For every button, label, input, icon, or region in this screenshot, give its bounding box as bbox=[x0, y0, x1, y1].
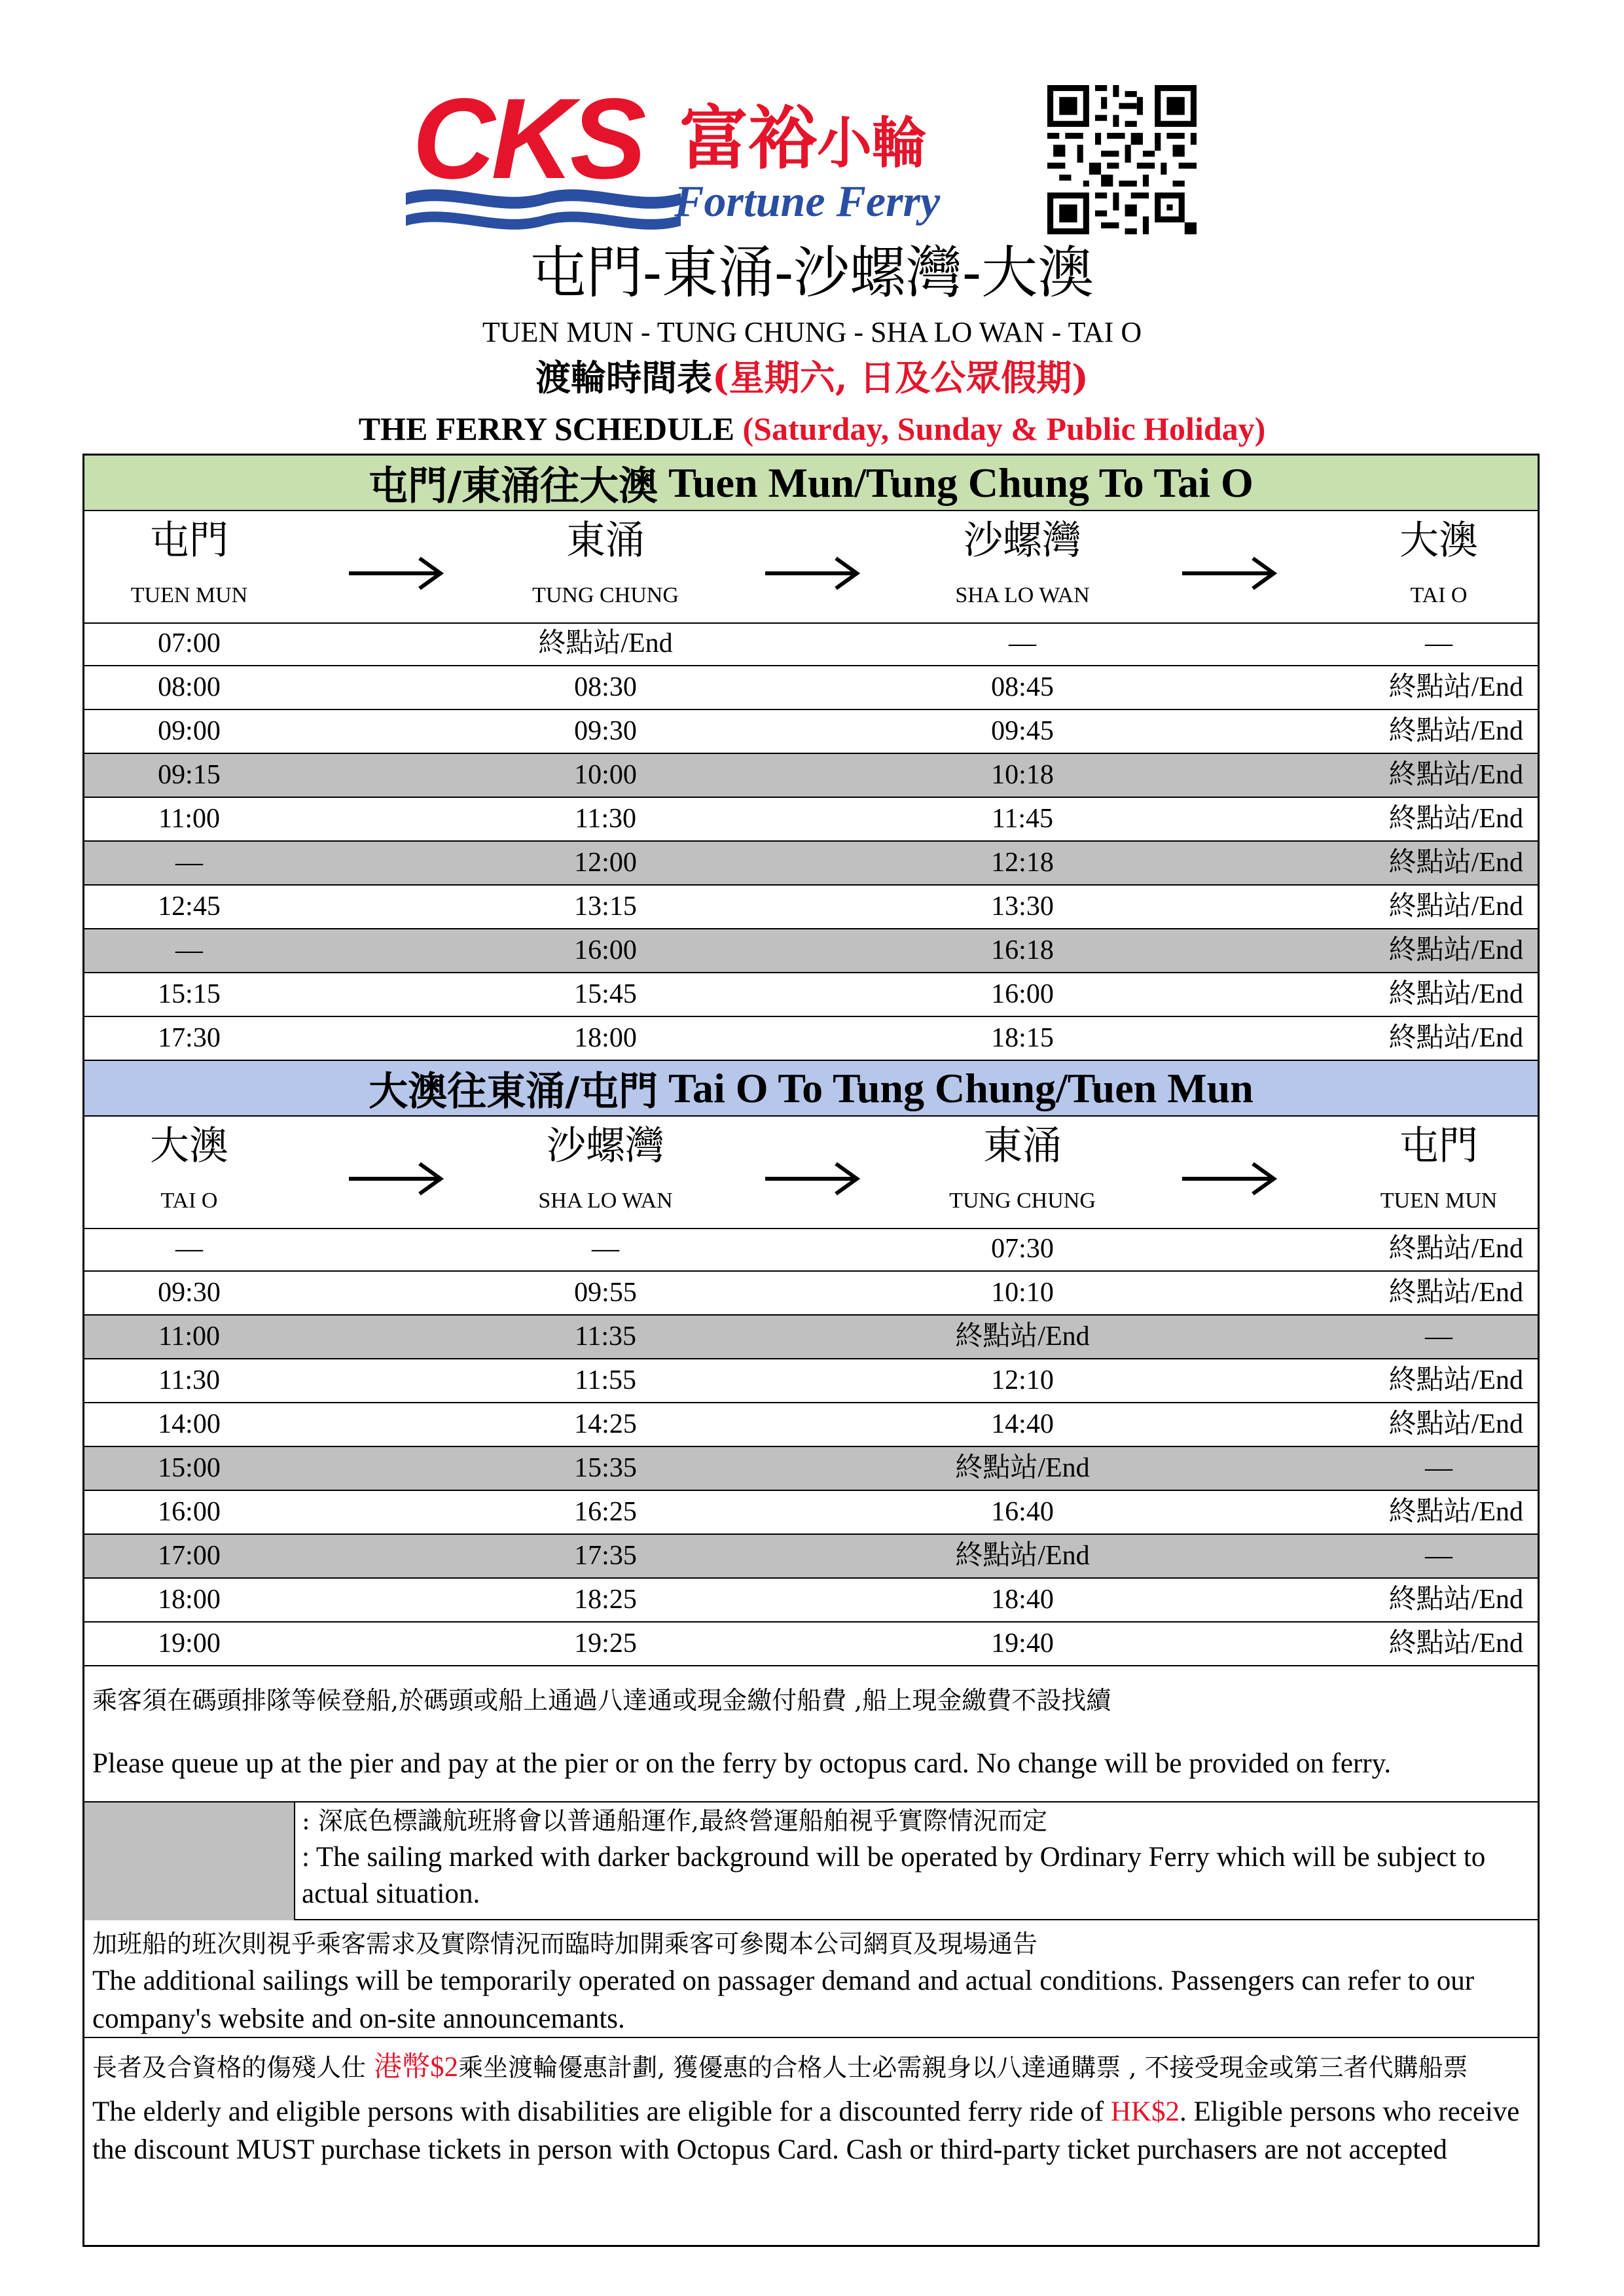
table-row bbox=[84, 1359, 1538, 1403]
time-cell: 10:10 bbox=[991, 1278, 1054, 1308]
table-row bbox=[84, 798, 1538, 842]
time-cell: 09:45 bbox=[991, 716, 1054, 746]
outbound-section-header: 屯門/東涌往大澳 Tuen Mun/Tung Chung To Tai O bbox=[84, 456, 1538, 511]
logo-name-cn: 富裕小輪 bbox=[679, 99, 928, 179]
time-cell: 08:00 bbox=[158, 672, 221, 702]
time-cell: 15:35 bbox=[574, 1453, 637, 1483]
right-arrow-icon bbox=[763, 1156, 861, 1202]
table-row-ordinary-ferry bbox=[84, 1447, 1538, 1491]
legend-note-en: : The sailing marked with darker background will be operated by Ordinary Ferry which will be subject to actual situation. bbox=[302, 1842, 1486, 1909]
time-cell: 19:00 bbox=[158, 1628, 221, 1659]
time-cell: 終點站/End bbox=[538, 628, 673, 658]
table-row bbox=[84, 1579, 1538, 1623]
time-cell: 10:18 bbox=[991, 760, 1054, 790]
time-cell: 11:55 bbox=[574, 1365, 637, 1395]
time-cell: 09:00 bbox=[158, 716, 221, 746]
table-row bbox=[84, 622, 1538, 666]
time-cell: 15:15 bbox=[158, 979, 221, 1009]
legend-note bbox=[84, 1803, 1538, 1920]
stop-name-cn: 東涌 bbox=[566, 518, 645, 564]
time-cell: 09:30 bbox=[158, 1278, 221, 1308]
company-logo bbox=[406, 75, 995, 232]
time-cell: 16:00 bbox=[574, 935, 637, 965]
table-row bbox=[84, 1403, 1538, 1447]
stop-name-en: SHA LO WAN bbox=[955, 583, 1090, 607]
stop-sha-lo-wan bbox=[905, 511, 1140, 622]
table-row bbox=[84, 973, 1538, 1017]
time-cell: 16:00 bbox=[158, 1497, 221, 1527]
stop-name-en: TAI O bbox=[1410, 583, 1468, 607]
stop-sha-lo-wan bbox=[488, 1117, 723, 1228]
time-cell: 09:55 bbox=[574, 1278, 637, 1308]
schedule-title-cn: 渡輪時間表(星期六, 日及公眾假期) bbox=[535, 357, 1089, 399]
outbound-stops-header bbox=[84, 511, 1538, 624]
time-cell: 終點站/End bbox=[1388, 1023, 1523, 1053]
time-cell: 08:45 bbox=[991, 672, 1054, 702]
time-cell: — bbox=[1425, 628, 1453, 658]
stop-name-cn: 沙螺灣 bbox=[964, 518, 1081, 564]
time-cell: 19:40 bbox=[991, 1628, 1054, 1659]
time-cell: 11:30 bbox=[158, 1365, 221, 1395]
qr-code-icon[interactable] bbox=[1047, 85, 1197, 234]
table-row-ordinary-ferry bbox=[84, 929, 1538, 973]
time-cell: 終點站/End bbox=[1388, 1497, 1523, 1527]
additional-note-cn: 加班船的班次則視乎乘客需求及實際情況而臨時加開乘客可參閱本公司網頁及現場通告 bbox=[92, 1929, 1038, 1958]
right-arrow-icon bbox=[346, 550, 444, 596]
time-cell: 14:00 bbox=[158, 1409, 221, 1439]
time-cell: 09:15 bbox=[158, 760, 221, 790]
time-cell: — bbox=[1425, 1321, 1453, 1352]
time-cell: 14:40 bbox=[991, 1409, 1054, 1439]
time-cell: — bbox=[175, 935, 203, 965]
stop-name-cn: 大澳 bbox=[1399, 518, 1478, 564]
outbound-timetable bbox=[84, 622, 1538, 1061]
time-cell: 終點站/End bbox=[1388, 1278, 1523, 1308]
dark-background-legend-swatch bbox=[84, 1803, 295, 1920]
time-cell: 14:25 bbox=[574, 1409, 637, 1439]
time-cell: 終點站/End bbox=[955, 1321, 1090, 1352]
time-cell: 終點站/End bbox=[955, 1453, 1090, 1483]
time-cell: 11:00 bbox=[158, 1321, 221, 1352]
right-arrow-icon bbox=[1180, 1156, 1278, 1202]
time-cell: — bbox=[592, 1234, 619, 1264]
elderly-discount-note bbox=[84, 2038, 1538, 2245]
table-row bbox=[84, 1623, 1538, 1666]
right-arrow-icon bbox=[1180, 550, 1278, 596]
queue-note-en: Please queue up at the pier and pay at the pier or on the ferry by octopus card. No change will be provided on ferry. bbox=[92, 1748, 1392, 1779]
time-cell: 16:25 bbox=[574, 1497, 637, 1527]
time-cell: 19:25 bbox=[574, 1628, 637, 1659]
stop-tai-o bbox=[71, 1117, 307, 1228]
time-cell: 18:40 bbox=[991, 1585, 1054, 1615]
time-cell: 07:00 bbox=[158, 628, 221, 658]
elderly-fare-en: HK$2 bbox=[1110, 2096, 1180, 2127]
time-cell: 15:45 bbox=[574, 979, 637, 1009]
stop-name-en: SHA LO WAN bbox=[538, 1189, 673, 1213]
stop-name-cn: 沙螺灣 bbox=[547, 1123, 664, 1169]
time-cell: 17:30 bbox=[158, 1023, 221, 1053]
time-cell: 終點站/End bbox=[1388, 716, 1523, 746]
time-cell: 16:18 bbox=[991, 935, 1054, 965]
stop-tung-chung bbox=[488, 511, 723, 622]
time-cell: 終點站/End bbox=[1388, 979, 1523, 1009]
time-cell: 終點站/End bbox=[1388, 935, 1523, 965]
time-cell: 07:30 bbox=[991, 1234, 1054, 1264]
logo-name-en: Fortune Ferry bbox=[674, 176, 941, 226]
time-cell: 18:00 bbox=[574, 1023, 637, 1053]
elderly-note-cn: 長者及合資格的傷殘人仕 港幣$2乘坐渡輪優惠計劃, 獲優惠的合格人士必需親身以八達通購票 , 不接受現金或第三者代購船票 bbox=[92, 2052, 1468, 2083]
time-cell: 終點站/End bbox=[1388, 672, 1523, 702]
stop-name-en: TUEN MUN bbox=[1380, 1189, 1498, 1213]
time-cell: 08:30 bbox=[574, 672, 637, 702]
stop-name-cn: 屯門 bbox=[1399, 1123, 1478, 1169]
time-cell: — bbox=[175, 848, 203, 878]
elderly-fare-cn: 港幣$2 bbox=[374, 2052, 459, 2083]
inbound-section-header: 大澳往東涌/屯門 Tai O To Tung Chung/Tuen Mun bbox=[84, 1061, 1538, 1117]
time-cell: 終點站/End bbox=[955, 1541, 1090, 1571]
table-row-ordinary-ferry bbox=[84, 1316, 1538, 1359]
stop-name-cn: 屯門 bbox=[150, 518, 228, 564]
time-cell: 15:00 bbox=[158, 1453, 221, 1483]
time-cell: 終點站/End bbox=[1388, 1585, 1523, 1615]
time-cell: 10:00 bbox=[574, 760, 637, 790]
legend-note-cn: : 深底色標識航班將會以普通船運作,最終營運船舶視乎實際情況而定 bbox=[302, 1806, 1047, 1835]
time-cell: 13:15 bbox=[574, 891, 637, 922]
inbound-stops-header bbox=[84, 1117, 1538, 1229]
queue-note-cn: 乘客須在碼頭排隊等候登船,於碼頭或船上通過八達通或現金繳付船費 ,船上現金繳費不設找續 bbox=[92, 1686, 1111, 1715]
time-cell: 11:30 bbox=[574, 804, 637, 834]
table-row bbox=[84, 886, 1538, 929]
additional-note-en: The additional sailings will be temporarily operated on passager demand and actual conditions. Passengers can refer to our company's website and on-site announcemants. bbox=[92, 1965, 1475, 2034]
stop-tuen-mun bbox=[1321, 1117, 1557, 1228]
time-cell: 16:40 bbox=[991, 1497, 1054, 1527]
stop-name-en: TAI O bbox=[160, 1189, 218, 1213]
time-cell: 終點站/End bbox=[1388, 1409, 1523, 1439]
time-cell: 12:18 bbox=[991, 848, 1054, 878]
time-cell: 17:35 bbox=[574, 1541, 637, 1571]
table-row-ordinary-ferry bbox=[84, 754, 1538, 798]
stop-name-cn: 大澳 bbox=[150, 1123, 228, 1169]
time-cell: 11:00 bbox=[158, 804, 221, 834]
additional-sailings-note bbox=[84, 1920, 1538, 2038]
table-row-ordinary-ferry bbox=[84, 842, 1538, 886]
stop-name-en: TUNG CHUNG bbox=[949, 1189, 1096, 1213]
time-cell: 11:45 bbox=[991, 804, 1054, 834]
time-cell: 終點站/End bbox=[1388, 804, 1523, 834]
time-cell: 12:10 bbox=[991, 1365, 1054, 1395]
stop-tai-o bbox=[1321, 511, 1557, 622]
time-cell: 18:25 bbox=[574, 1585, 637, 1615]
logo-brand: CKS bbox=[412, 75, 643, 203]
inbound-timetable bbox=[84, 1228, 1538, 1666]
time-cell: 終點站/End bbox=[1388, 1628, 1523, 1659]
time-cell: 終點站/End bbox=[1388, 1234, 1523, 1264]
time-cell: — bbox=[175, 1234, 203, 1264]
time-cell: 18:15 bbox=[991, 1023, 1054, 1053]
stop-name-en: TUNG CHUNG bbox=[532, 583, 679, 607]
time-cell: 終點站/End bbox=[1388, 760, 1523, 790]
table-row-ordinary-ferry bbox=[84, 1535, 1538, 1579]
time-cell: 18:00 bbox=[158, 1585, 221, 1615]
time-cell: 12:00 bbox=[574, 848, 637, 878]
time-cell: 終點站/End bbox=[1388, 848, 1523, 878]
time-cell: 13:30 bbox=[991, 891, 1054, 922]
time-cell: 終點站/End bbox=[1388, 891, 1523, 922]
table-row bbox=[84, 666, 1538, 710]
table-row bbox=[84, 1228, 1538, 1272]
right-arrow-icon bbox=[763, 550, 861, 596]
time-cell: — bbox=[1009, 628, 1036, 658]
time-cell: — bbox=[1425, 1541, 1453, 1571]
route-title-en: TUEN MUN - TUNG CHUNG - SHA LO WAN - TAI O bbox=[482, 316, 1142, 348]
stop-tuen-mun bbox=[71, 511, 307, 622]
time-cell: 終點站/End bbox=[1388, 1365, 1523, 1395]
time-cell: 11:35 bbox=[574, 1321, 637, 1352]
stop-name-en: TUEN MUN bbox=[130, 583, 248, 607]
table-row bbox=[84, 710, 1538, 754]
table-row bbox=[84, 1272, 1538, 1316]
elderly-note-en: The elderly and eligible persons with disabilities are eligible for a discounted ferry ride of HK$2. Eligible persons who receive the discount MUST purchase tickets in person with Octopus Card. Cash or third-party ticket purchasers are not accepted bbox=[92, 2096, 1520, 2165]
schedule-title-en: THE FERRY SCHEDULE (Saturday, Sunday & Public Holiday) bbox=[358, 410, 1266, 447]
table-row bbox=[84, 1017, 1538, 1061]
stop-tung-chung bbox=[905, 1117, 1140, 1228]
queue-note bbox=[84, 1666, 1538, 1803]
table-row bbox=[84, 1491, 1538, 1535]
time-cell: — bbox=[1425, 1453, 1453, 1483]
time-cell: 12:45 bbox=[158, 891, 221, 922]
time-cell: 17:00 bbox=[158, 1541, 221, 1571]
route-title-cn: 屯門-東涌-沙螺灣-大澳 bbox=[530, 240, 1094, 306]
right-arrow-icon bbox=[346, 1156, 444, 1202]
time-cell: 16:00 bbox=[991, 979, 1054, 1009]
stop-name-cn: 東涌 bbox=[983, 1123, 1062, 1169]
time-cell: 09:30 bbox=[574, 716, 637, 746]
